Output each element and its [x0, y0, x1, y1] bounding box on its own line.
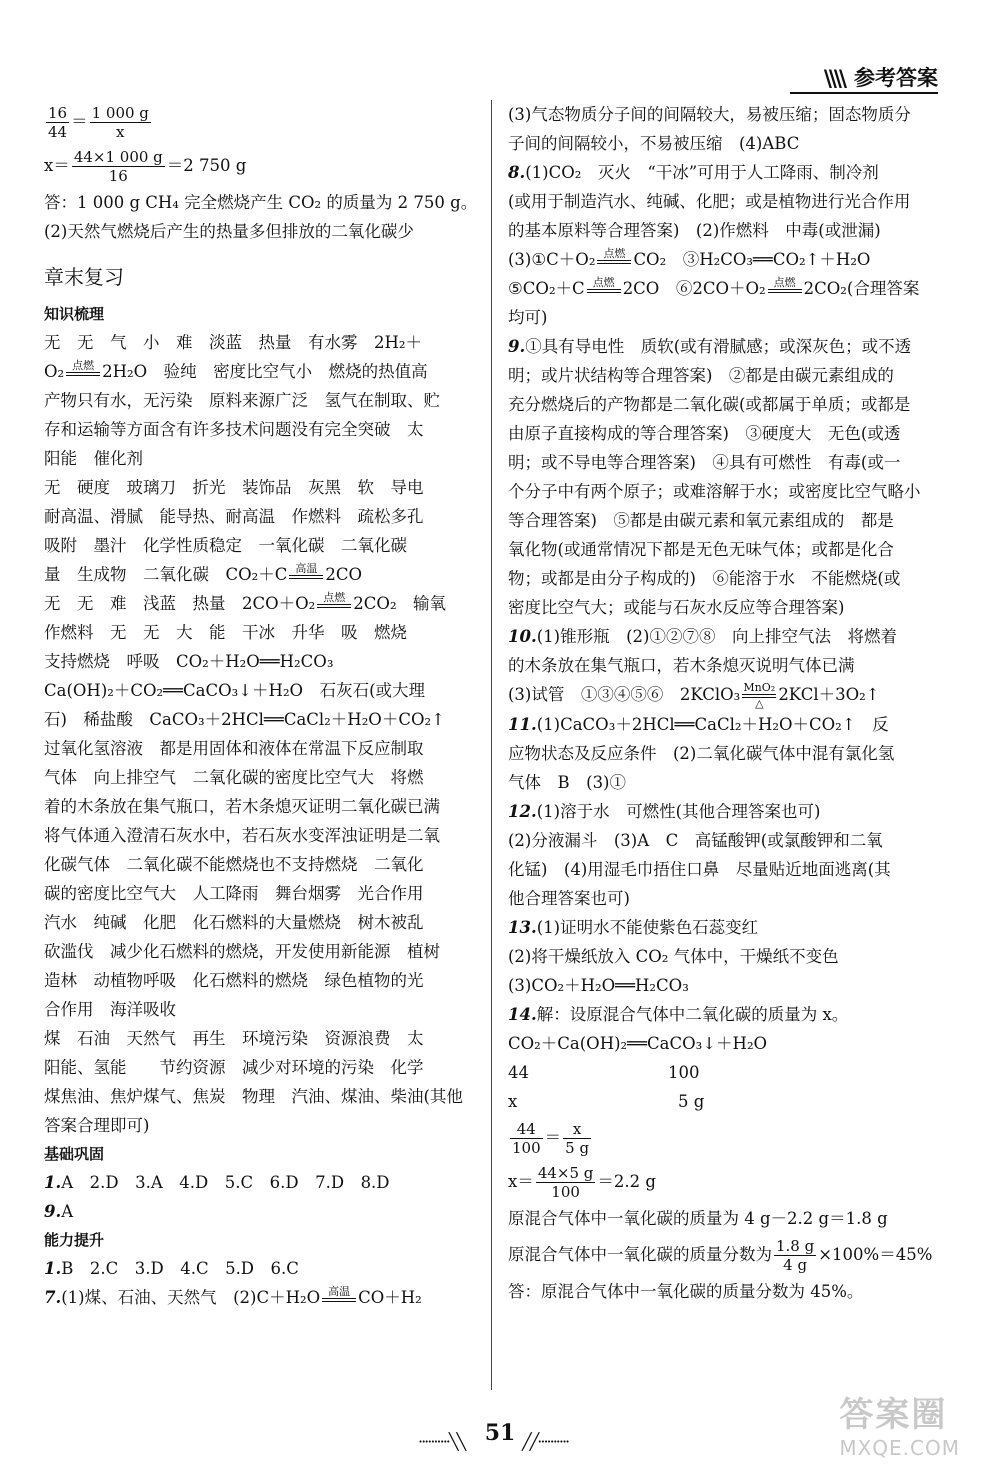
question-number: 13.	[508, 917, 537, 937]
answer-line: 化锰) (4)用湿毛巾捂住口鼻 尽量贴近地面逃离(其	[508, 859, 891, 879]
answer-line: 9.A	[44, 1202, 74, 1221]
question-number: 8.	[508, 163, 526, 182]
calc-lhs: x＝	[508, 1171, 534, 1191]
mass-value: 5 g	[678, 1091, 705, 1111]
calc-ratio: $\frac{16}{44}$ ＝ $\frac{1 000 g}{x}$	[48, 104, 149, 141]
answer-line: 无 无 难 浅蓝 热量 2CO＋O₂ 点燃 2CO₂ 输氧	[44, 589, 484, 618]
watermark	[839, 1387, 960, 1460]
mass-row	[508, 1087, 948, 1116]
answer-line: 产物只有水，无污染 原料来源广泛 氢气在制取、贮	[44, 391, 440, 410]
answer-line: 1.B 2.C 3.D 4.C 5.D 6.C	[44, 1259, 299, 1278]
answer-line: (3)气态物质分子间的间隔较大，易被压缩；固态物质分	[508, 105, 911, 124]
page-number: 51	[484, 1420, 516, 1446]
reaction-condition: 点燃	[768, 277, 802, 303]
question-number: 1.	[44, 1173, 62, 1192]
answer-line: 1.A 2.D 3.A 4.D 5.C 6.D 7.D 8.D	[44, 1173, 390, 1192]
answer-line: 气体 B (3)①	[508, 772, 626, 792]
answer-line: (3)CO₂＋H₂O══H₂CO₃	[508, 975, 689, 995]
answer-line: 氧化物(或通常情况下都是无色无味气体；或都是化合	[508, 540, 894, 559]
answer-line: 无 无 气 小 难 淡蓝 热量 有水雾 2H₂＋	[44, 333, 423, 352]
answer-line: 原混合气体中一氧化碳的质量为 4 g－2.2 g＝1.8 g	[508, 1208, 888, 1228]
section-heading: 知识梳理	[44, 305, 105, 323]
answer-line: 支持燃烧 呼吸 CO₂＋H₂O══H₂CO₃	[44, 652, 334, 671]
header-title: 参考答案	[854, 66, 938, 90]
reaction-condition: 高温	[289, 563, 323, 589]
header-slashes: \\\\	[823, 66, 844, 92]
answer-line: 密度比空气大；或能与石灰水反应等合理答案)	[508, 598, 845, 617]
answer-line: 砍滥伐 减少化石燃料的燃烧，开发使用新能源 植树	[44, 942, 440, 961]
answer-line: 明；或片状结构等合理答案) ②都是由碳元素组成的	[508, 366, 894, 385]
basic-answers	[44, 1168, 484, 1226]
watermark-url: MXQE.COM	[839, 1436, 960, 1460]
frac-den: 44	[48, 123, 68, 141]
answer-line: 着的木条放在集气瓶口，若木条熄灭证明二氧化碳已满	[44, 797, 440, 816]
answer-line: (3)①C＋O₂ 点燃 CO₂ ③H₂CO₃══CO₂↑＋H₂O	[508, 245, 948, 274]
frac-den: 4 g	[783, 1255, 808, 1274]
answer-line: (2)天然气燃烧后产生的热量多但排放的二氧化碳少	[44, 222, 414, 241]
answer-line: 阳能 催化剂	[44, 449, 143, 468]
answer-line: 煤焦油、焦炉煤气、焦炭 物理 汽油、煤油、柴油(其他	[44, 1087, 463, 1106]
answer-line: (2)分液漏斗 (3)A C 高锰酸钾(或氯酸钾和二氧	[508, 830, 883, 850]
answer-line: 化碳气体 二氧化碳不能燃烧也不支持燃烧 二氧化	[44, 855, 424, 874]
right-answers	[508, 100, 948, 1058]
column-divider	[491, 100, 492, 1390]
watermark-text: 答案圈	[839, 1395, 948, 1435]
header-rule	[790, 92, 938, 94]
answer-line: 吸附 墨汁 化学性质稳定 一氧化碳 二氧化碳	[44, 536, 407, 555]
reaction-condition: 点燃	[587, 277, 621, 303]
answer-line: 合作用 海洋吸收	[44, 1000, 176, 1019]
answer-line: 存和运输等方面含有许多技术问题没有完全突破 太	[44, 420, 424, 439]
answer-line: 阳能、氢能 节约资源 减少对环境的污染 化学	[44, 1058, 424, 1077]
answer-line: 煤 石油 天然气 再生 环境污染 资源浪费 太	[44, 1029, 424, 1048]
calc-percent	[508, 1233, 948, 1277]
frac-num: x	[563, 1120, 591, 1139]
answer-line: 7.(1)煤、石油、天然气 (2)C＋H₂O 高温 CO＋H₂	[44, 1283, 484, 1312]
answer-line: 将气体通入澄清石灰水中，若石灰水变浑浊证明是二氧	[44, 826, 440, 845]
question-number: 10.	[508, 627, 537, 646]
frac-den: 100	[551, 1182, 580, 1201]
frac-num: 1 000 g	[91, 104, 149, 122]
answer-line: 答：1 000 g CH₄ 完全燃烧产生 CO₂ 的质量为 2 750 g。	[44, 193, 478, 212]
answer-line: 造林 动植物呼吸 化石燃料的燃烧 绿色植物的光	[44, 971, 424, 990]
calc-rhs: ×100%＝45%	[818, 1244, 933, 1264]
answer-line: 耐高温、滑腻 能导热、耐高温 作燃料 疏松多孔	[44, 507, 424, 526]
answer-line: 他合理答案也可)	[508, 888, 630, 908]
answer-line: O₂ 点燃 2H₂O 验纯 密度比空气小 燃烧的热值高	[44, 357, 484, 386]
mass-value: 100	[668, 1062, 700, 1082]
section-heading: 基础巩固	[44, 1145, 105, 1163]
chapter-heading: 章末复习	[44, 265, 124, 289]
answer-line: 12.(1)溶于水 可燃性(其他合理答案也可)	[508, 801, 821, 821]
running-header	[824, 62, 938, 92]
answer-line: 的基本原料等合理答案) (2)作燃料 中毒(或泄漏)	[508, 221, 881, 240]
left-column	[44, 100, 484, 1312]
question-number: 12.	[508, 801, 537, 821]
answer-line: 气体 向上排空气 二氧化碳的密度比空气大 将燃	[44, 768, 424, 787]
answer-line: 充分燃烧后的产物都是二氧化碳(或都属于单质；或都是	[508, 395, 911, 414]
question-number: 9.	[44, 1202, 62, 1221]
answer-line: (2)将干燥纸放入 CO₂ 气体中，干燥纸不变色	[508, 946, 839, 966]
answer-line: Ca(OH)₂＋CO₂══CaCO₃↓＋H₂O 石灰石(或大理	[44, 681, 426, 700]
frac-den: 5 g	[565, 1138, 590, 1157]
answer-line: 由原子直接构成的等合理答案) ③硬度大 无色(或透	[508, 424, 901, 443]
calc-ratio: $\frac{44}{100}$ ＝ $\frac{x}{5 g}$	[512, 1119, 590, 1157]
answer-line: 9.①具有导电性 质软(或有滑腻感；或深灰色；或不透	[508, 337, 912, 356]
answer-line: 答：原混合气体中一氧化碳的质量分数为 45%。	[508, 1281, 864, 1301]
answer-line: 个分子中有两个原子；或难溶解于水；或密度比空气略小	[508, 482, 921, 501]
answer-line: 均可)	[508, 308, 548, 327]
answer-line: (3)试管 ①③④⑤⑥ 2KClO₃ MnO₂ △ 2KCl＋3O₂↑	[508, 680, 880, 710]
right-column	[508, 100, 948, 1306]
answer-line: 子间的间隔较小，不易被压缩 (4)ABC	[508, 134, 800, 153]
frac-den: x	[116, 123, 125, 141]
frac-num: 16	[48, 104, 68, 122]
answer-line: 11.(1)CaCO₃＋2HCl══CaCl₂＋H₂O＋CO₂↑ 反	[508, 714, 889, 734]
calc-rhs: ＝2.2 g	[597, 1171, 656, 1191]
answer-line: 石) 稀盐酸 CaCO₃＋2HCl══CaCl₂＋H₂O＋CO₂↑	[44, 710, 445, 729]
reaction-condition: 点燃	[317, 592, 351, 618]
answer-line: CO₂＋Ca(OH)₂══CaCO₃↓＋H₂O	[508, 1033, 768, 1053]
mass-value: x	[508, 1091, 518, 1111]
question-number: 14.	[508, 1004, 537, 1024]
question-number: 7.	[44, 1288, 62, 1307]
frac-den: 16	[108, 167, 128, 185]
answer-line: 明；或不导电等合理答案) ④具有可燃性 有毒(或一	[508, 453, 901, 472]
mass-value: 44	[508, 1062, 529, 1082]
calc-lhs: 原混合气体中一氧化碳的质量分数为	[508, 1244, 772, 1264]
question-number: 9.	[508, 337, 526, 356]
mass-row	[508, 1058, 948, 1087]
page-ornament-left: ··········╲╲	[418, 1432, 465, 1451]
knowledge-summary	[44, 328, 484, 1140]
answer-line: ⑤CO₂＋C 点燃 2CO ⑥2CO＋O₂ 点燃 2CO₂(合理答案	[508, 274, 948, 303]
frac-num: 44	[510, 1120, 543, 1139]
section-heading: 能力提升	[44, 1231, 105, 1249]
answer-line: 10.(1)锥形瓶 (2)①②⑦⑧ 向上排空气法 将燃着	[508, 627, 897, 646]
answer-line: 答案合理即可)	[44, 1116, 150, 1135]
page-ornament-right: ╱╱··········	[522, 1432, 569, 1451]
frac-num: 1.8 g	[776, 1236, 815, 1255]
calc-lhs: x＝	[44, 156, 70, 175]
answer-line: 作燃料 无 无 大 能 干冰 升华 吸 燃烧	[44, 623, 407, 642]
answer-line: (或用于制造汽水、纯碱、化肥；或是植物进行光合作用	[508, 192, 911, 211]
frac-num: 44×5 g	[537, 1163, 594, 1182]
answer-line: 汽水 纯碱 化肥 化石燃料的大量燃烧 树木被乱	[44, 913, 424, 932]
answer-line: 碳的密度比空气大 人工降雨 舞台烟雾 光合作用	[44, 884, 424, 903]
advanced-answers	[44, 1254, 484, 1312]
answer-line: 的木条放在集气瓶口，若木条熄灭说明气体已满	[508, 656, 855, 675]
frac-den: 100	[512, 1138, 541, 1157]
calc-rhs: ＝2 750 g	[166, 156, 247, 175]
reaction-condition: 点燃	[66, 360, 100, 386]
answer-line: 14.解：设原混合气体中二氧化碳的质量为 x。	[508, 1004, 849, 1024]
answer-line: 物；或都是由分子构成的) ⑥能溶于水 不能燃烧(或	[508, 569, 901, 588]
answer-line: 13.(1)证明水不能使紫色石蕊变红	[508, 917, 759, 937]
question-number: 1.	[44, 1259, 62, 1278]
answer-line: 等合理答案) ⑤都是由碳元素和氧元素组成的 都是	[508, 511, 894, 530]
question-number: 11.	[508, 714, 537, 734]
reaction-condition: 点燃	[597, 248, 631, 274]
answer-line: 量 生成物 二氧化碳 CO₂＋C 高温 2CO	[44, 560, 484, 589]
frac-num: 44×1 000 g	[73, 148, 163, 166]
answer-line: 过氧化氢溶液 都是用固体和液体在常温下反应制取	[44, 739, 424, 758]
reaction-condition: MnO₂ △	[743, 680, 776, 710]
answer-line: 应物状态及反应条件 (2)二氧化碳气体中混有氯化氢	[508, 743, 895, 763]
reaction-condition: 高温	[322, 1286, 356, 1312]
answer-line: 无 硬度 玻璃刀 折光 装饰品 灰黑 软 导电	[44, 478, 424, 497]
answer-line: 8.(1)CO₂ 灭火 “干冰”可用于人工降雨、制冷剂	[508, 163, 879, 182]
calc-result	[44, 144, 484, 188]
calc-result	[508, 1160, 948, 1204]
